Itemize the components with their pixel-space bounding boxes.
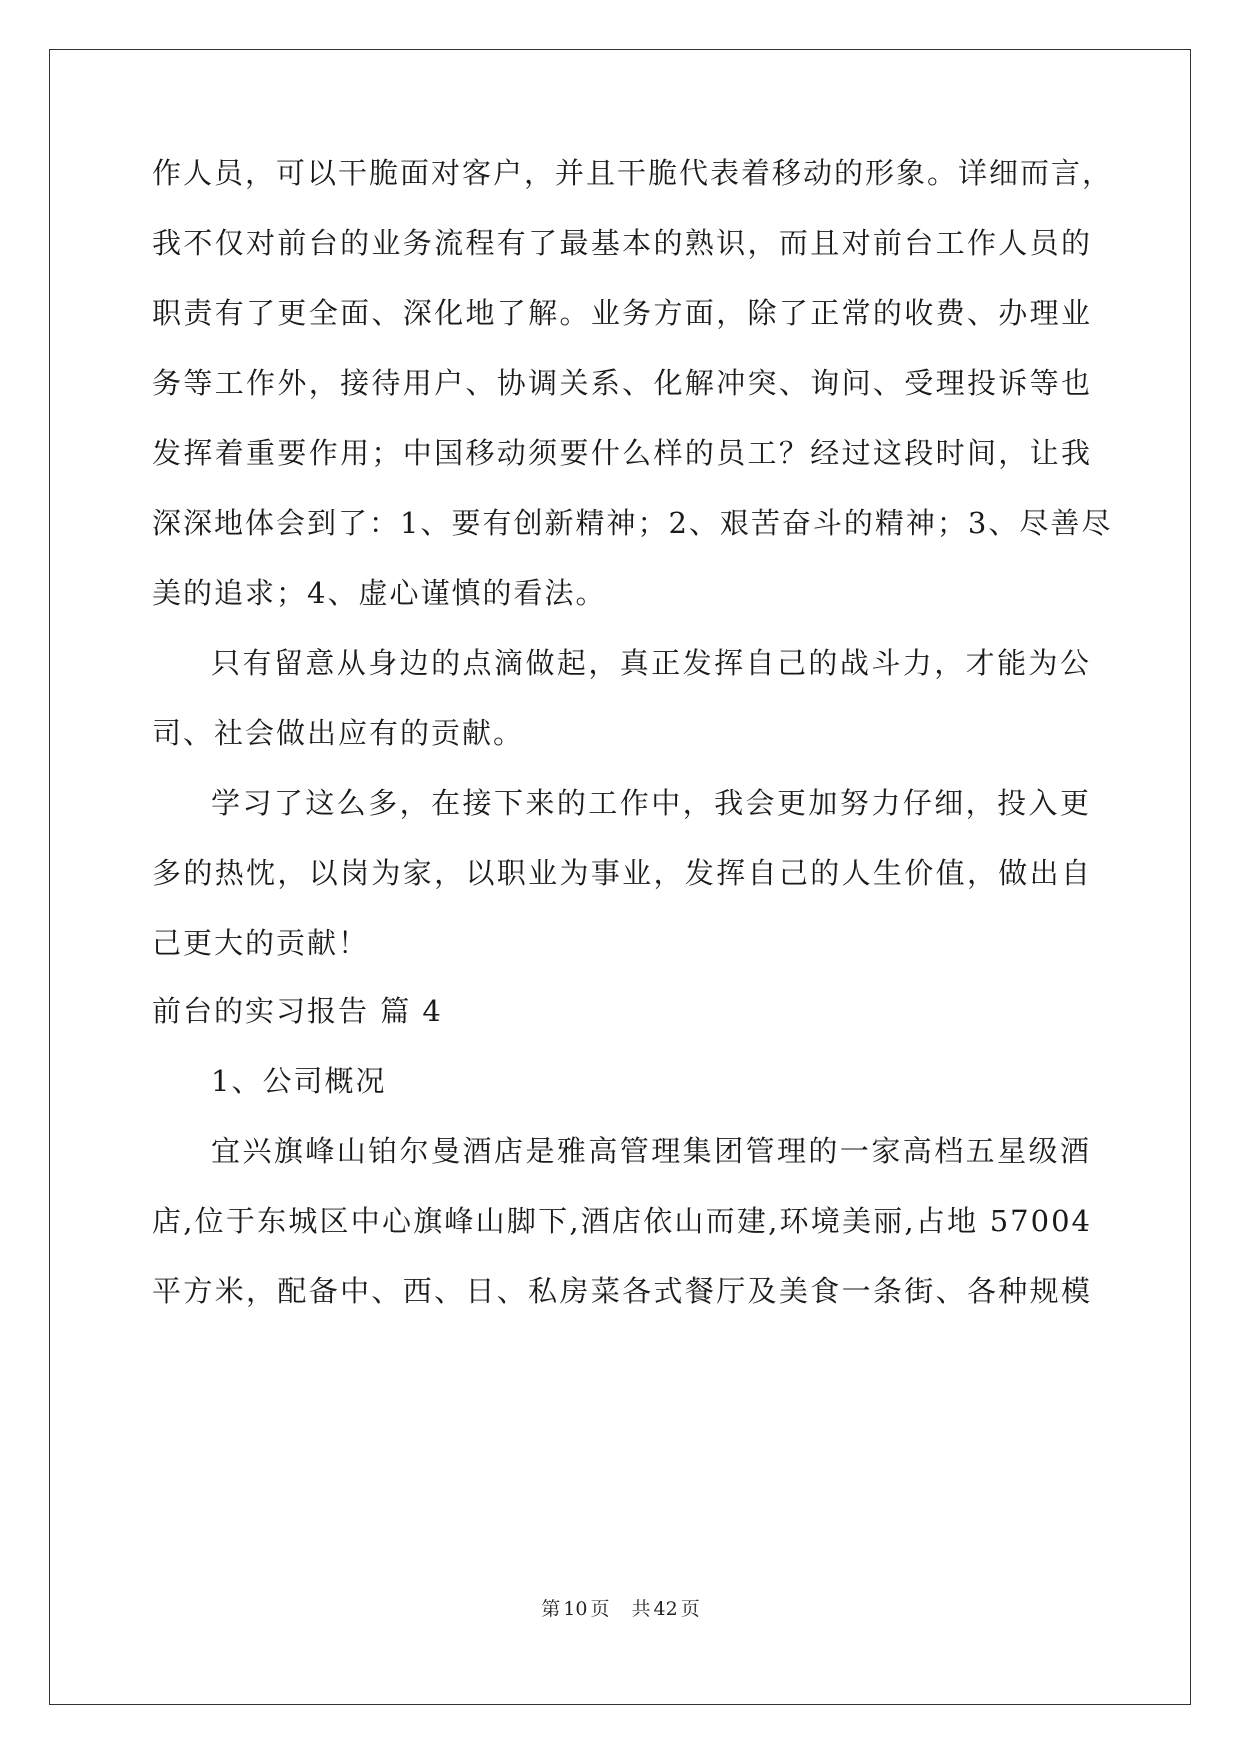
body-text-line: 务等工作外，接待用户、协调关系、化解冲突、询问、受理投诉等也 [152,366,1092,400]
paragraph-first-line: 学习了这么多，在接下来的工作中，我会更加努力仔细，投入更 [211,786,1091,820]
body-text-line: 发挥着重要作用；中国移动须要什么样的员工？经过这段时间，让我 [152,436,1092,470]
body-text-line: 店,位于东城区中心旗峰山脚下,酒店依山而建,环境美丽,占地 57004 [152,1204,1092,1238]
subsection-heading: 1、公司概况 [211,1064,387,1098]
body-text-line: 平方米，配备中、西、日、私房菜各式餐厅及美食一条街、各种规模 [152,1274,1092,1308]
body-text-line: 深深地体会到了：1、要有创新精神；2、艰苦奋斗的精神；3、尽善尽 [152,506,1113,540]
body-text-line: 多的热忱，以岗为家，以职业为事业，发挥自己的人生价值，做出自 [152,856,1092,890]
footer-page-suffix: 页 [590,1598,610,1620]
section-heading: 前台的实习报告 篇 4 [152,994,443,1028]
footer-total-pages: 42 [653,1598,678,1620]
paragraph-first-line: 宜兴旗峰山铂尔曼酒店是雅高管理集团管理的一家高档五星级酒 [211,1134,1091,1168]
footer-prefix: 第 [541,1598,561,1620]
footer-page-number: 10 [563,1598,588,1620]
footer-total-suffix: 页 [680,1598,700,1620]
body-text-line: 司、社会做出应有的贡献。 [152,716,525,750]
page-footer [0,1596,1241,1622]
body-text-line: 我不仅对前台的业务流程有了最基本的熟识，而且对前台工作人员的 [152,226,1092,260]
body-text-line: 己更大的贡献！ [152,926,370,960]
body-text-line: 美的追求；4、虚心谨慎的看法。 [152,576,607,610]
body-text-line: 作人员，可以干脆面对客户，并且干脆代表着移动的形象。详细而言， [152,156,1114,190]
body-text-line: 职责有了更全面、深化地了解。业务方面，除了正常的收费、办理业 [152,296,1092,330]
paragraph-first-line: 只有留意从身边的点滴做起，真正发挥自己的战斗力，才能为公 [211,646,1091,680]
footer-total-prefix: 共 [631,1598,651,1620]
